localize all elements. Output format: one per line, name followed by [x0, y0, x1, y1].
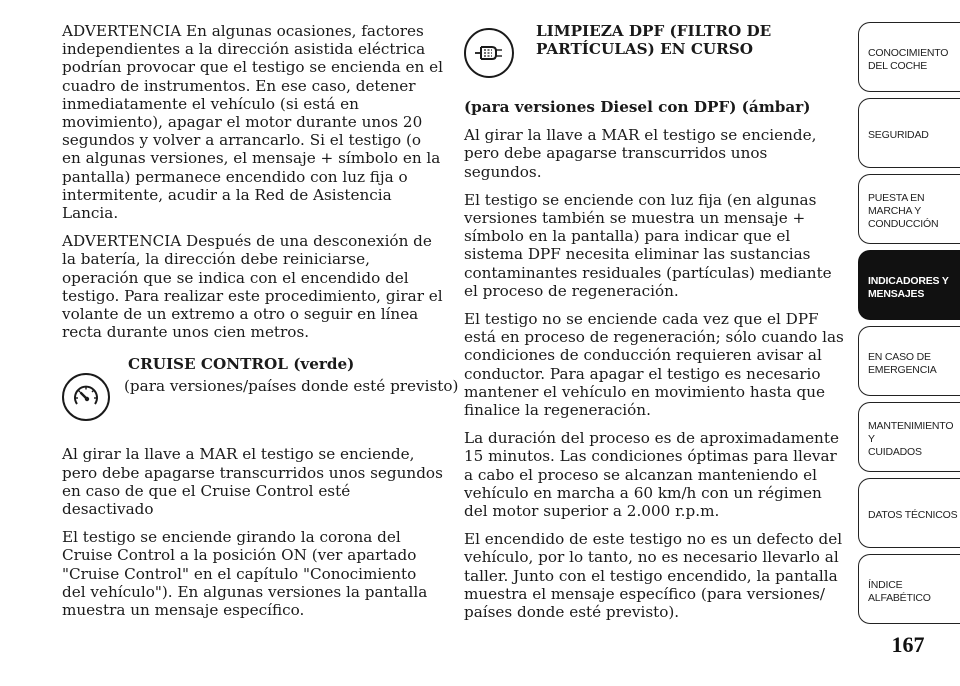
tab-label: INDICADORES Y MENSAJES: [868, 274, 949, 300]
cruise-control-title: CRUISE CONTROL (verde): [128, 355, 355, 374]
dpf-heading: [464, 22, 846, 98]
tab-indicadores[interactable]: [858, 250, 960, 320]
tab-label: MANTENIMIENTO Y CUIDADOS: [868, 420, 954, 458]
cruise-control-para-1: Al girar la llave a MAR el testigo se enciende, pero debe apagarse transcurridos unos segundos en caso de que el Cruise Control esté desactivado: [62, 445, 443, 519]
warning-power-steering: ADVERTENCIA En algunas ocasiones, factores independientes a la dirección asistida eléctrica podrían provocar que el testigo se encienda en el cuadro de instrumentos. En ese caso, detener inmediatamente el vehículo (si está en movimiento), apagar el motor durante unos 20 segundos y volver a arrancarlo. Si el testigo (o en algunas versiones, el mensaje + símbolo en la pantalla) permanece encendido con luz fija o intermitente, acudir a la Red de Asistencia Lancia.: [62, 22, 443, 223]
tab-label: PUESTA EN MARCHA Y CONDUCCIÓN: [868, 192, 939, 230]
dpf-subheading: (para versiones Diesel con DPF) (ámbar): [464, 98, 811, 116]
tab-label: EN CASO DE EMERGENCIA: [868, 350, 937, 376]
tab-indice[interactable]: [858, 554, 960, 624]
chapter-tabs: [858, 22, 960, 630]
dpf-para-1: Al girar la llave a MAR el testigo se enciende, pero debe apagarse transcurridos unos segundos.: [464, 126, 817, 181]
tab-datos-tecnicos[interactable]: [858, 478, 960, 548]
dpf-para-3: El testigo no se enciende cada vez que el DPF está en proceso de regeneración; sólo cuando las condiciones de conducción requieren avisar al conductor. Para apagar el testigo es necesario mantener el vehículo en movimiento hasta que finalice la regeneración.: [464, 310, 844, 420]
cruise-control-gauge-icon: [62, 373, 110, 421]
tab-seguridad[interactable]: [858, 98, 960, 168]
cruise-control-heading: [62, 355, 459, 433]
cruise-control-subtitle: (para versiones/países donde esté previsto): [124, 377, 459, 396]
page-number: 167: [891, 632, 925, 657]
warning-battery-disconnect: ADVERTENCIA Después de una desconexión de la batería, la dirección debe reiniciarse, operación que se indica con el encendido del testigo. Para realizar este procedimiento, girar el volante de un extremo a otro o seguir en línea recta durante unos cien metros.: [62, 232, 443, 342]
dpf-para-5: El encendido de este testigo no es un defecto del vehículo, por lo tanto, no es necesario llevarlo al taller. Junto con el testigo encendido, la pantalla muestra el mensaje específico (para versiones/ países donde esté previsto).: [464, 530, 843, 622]
left-column: [62, 22, 459, 629]
tab-mantenimiento[interactable]: [858, 402, 960, 472]
tab-conocimiento[interactable]: [858, 22, 960, 92]
cruise-control-para-2: El testigo se enciende girando la corona del Cruise Control a la posición ON (ver apartado "Cruise Control" en el capítulo "Conocimiento del vehículo"). En algunas versiones la pantalla muestra un mensaje específico.: [62, 528, 428, 620]
tab-label: DATOS TÉCNICOS: [868, 509, 958, 521]
right-column: [464, 22, 846, 631]
tab-label: CONOCIMIENTO DEL COCHE: [868, 46, 949, 72]
tab-emergencia[interactable]: [858, 326, 960, 396]
dpf-para-2: El testigo se enciende con luz fija (en algunas versiones también se muestra un mensaje + símbolo en la pantalla) para indicar que el sistema DPF necesita eliminar las sustancias contaminantes residuales (partículas) mediante el proceso de regeneración.: [464, 190, 832, 300]
tab-label: SEGURIDAD: [868, 129, 929, 141]
dpf-title: LIMPIEZA DPF (FILTRO DE PARTÍCULAS) EN CURSO: [536, 22, 772, 59]
dpf-filter-icon: [464, 28, 514, 78]
dpf-para-4: La duración del proceso es de aproximadamente 15 minutos. Las condiciones óptimas para llevar a cabo el proceso se alcanzan manteniendo el vehículo en marcha a 60 km/h con un régimen del motor superior a 2.000 r.p.m.: [464, 429, 839, 521]
tab-label: ÍNDICE ALFABÉTICO: [868, 578, 931, 604]
tab-puesta-en-marcha[interactable]: [858, 174, 960, 244]
